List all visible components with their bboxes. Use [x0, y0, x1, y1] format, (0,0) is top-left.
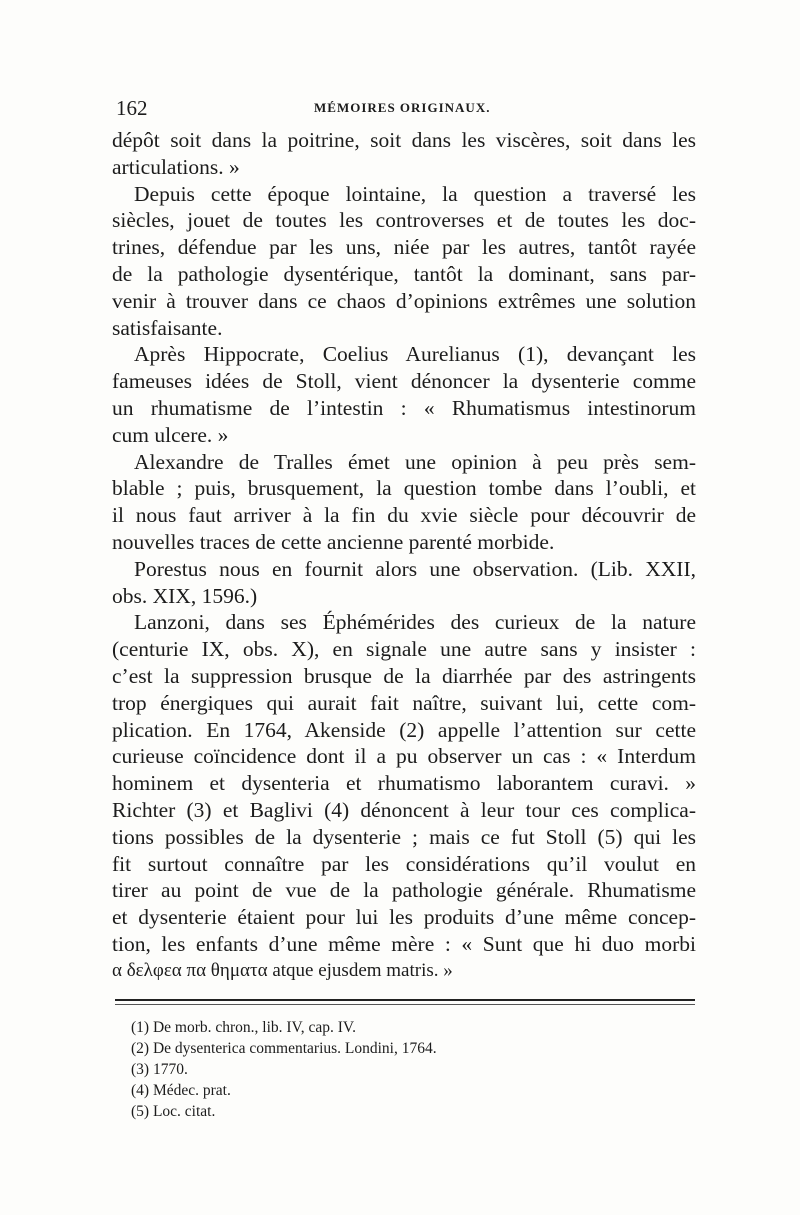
body-line: trop énergiques qui aurait fait naître, suivant lui, cette com- — [112, 690, 696, 715]
body-line: Porestus nous en fournit alors une observation. (Lib. XXII, — [134, 556, 696, 581]
body-line: Alexandre de Tralles émet une opinion à peu près sem- — [134, 449, 696, 474]
body-line: cum ulcere. » — [112, 422, 229, 447]
footnote: (2) De dysenterica commentarius. Londini, 1764. — [131, 1040, 437, 1057]
body-line: siècles, jouet de toutes les controverses et de toutes les doc- — [112, 208, 696, 233]
footnote: (3) 1770. — [131, 1061, 188, 1078]
footnote: (1) De morb. chron., lib. IV, cap. IV. — [131, 1019, 356, 1036]
page-number: 162 — [116, 96, 148, 120]
body-line: fameuses idées de Stoll, vient dénoncer la dysenterie comme — [112, 369, 696, 394]
body-line: il nous faut arriver à la fin du xvie siècle pour découvrir de — [112, 503, 696, 528]
footnote-rule — [115, 999, 695, 1001]
body-line: trines, défendue par les uns, niée par les autres, tantôt rayée — [112, 235, 696, 260]
body-line: satisfaisante. — [112, 315, 223, 340]
body-line: de la pathologie dysentérique, tantôt la dominant, sans par- — [112, 261, 696, 286]
body-line: Lanzoni, dans ses Éphémérides des curieux de la nature — [134, 610, 696, 635]
body-line: tion, les enfants d’une même mère : « Sunt que hi duo morbi — [112, 931, 696, 956]
body-line: Richter (3) et Baglivi (4) dénoncent à leur tour ces complica- — [112, 797, 696, 822]
body-line: dépôt soit dans la poitrine, soit dans les viscères, soit dans les — [112, 128, 696, 152]
running-head: MÉMOIRES ORIGINAUX. — [314, 100, 491, 115]
body-line: articulations. » — [112, 154, 240, 179]
footnote: (4) Médec. prat. — [131, 1082, 231, 1099]
body-line: α δελφεα πα θηματα atque ejusdem matris. » — [112, 959, 453, 981]
page-header — [116, 96, 694, 124]
footnote-rule-thin — [115, 1004, 695, 1005]
body-line: et dysenterie étaient pour lui les produits d’une même concep- — [112, 905, 696, 930]
body-line: hominem et dysenteria et rhumatismo laborantem curavi. » — [112, 771, 696, 796]
body-line: venir à trouver dans ce chaos d’opinions extrêmes une solution — [112, 288, 696, 313]
footnotes — [131, 1017, 691, 1122]
body-line: nouvelles traces de cette ancienne parenté morbide. — [112, 529, 555, 554]
body-line: tions possibles de la dysenterie ; mais ce fut Stoll (5) qui les — [112, 824, 696, 849]
body-line: Depuis cette époque lointaine, la question a traversé les — [134, 181, 696, 206]
body-text — [112, 127, 696, 985]
body-line: Après Hippocrate, Coelius Aurelianus (1), devançant les — [134, 342, 696, 367]
body-line: curieuse coïncidence dont il a pu observer un cas : « Interdum — [112, 744, 696, 769]
body-line: blable ; puis, brusquement, la question tombe dans l’oubli, et — [112, 476, 696, 501]
body-line: c’est la suppression brusque de la diarrhée par des astringents — [112, 663, 696, 688]
body-line: fit surtout connaître par les considérations qu’il voulut en — [112, 851, 696, 876]
body-line: obs. XIX, 1596.) — [112, 583, 258, 608]
footnote: (5) Loc. citat. — [131, 1103, 216, 1120]
body-line: (centurie IX, obs. X), en signale une autre sans y insister : — [112, 637, 696, 662]
body-line: un rhumatisme de l’intestin : « Rhumatismus intestinorum — [112, 395, 696, 420]
body-line: tirer au point de vue de la pathologie générale. Rhumatisme — [112, 878, 696, 903]
body-line: plication. En 1764, Akenside (2) appelle l’attention sur cette — [112, 717, 696, 742]
